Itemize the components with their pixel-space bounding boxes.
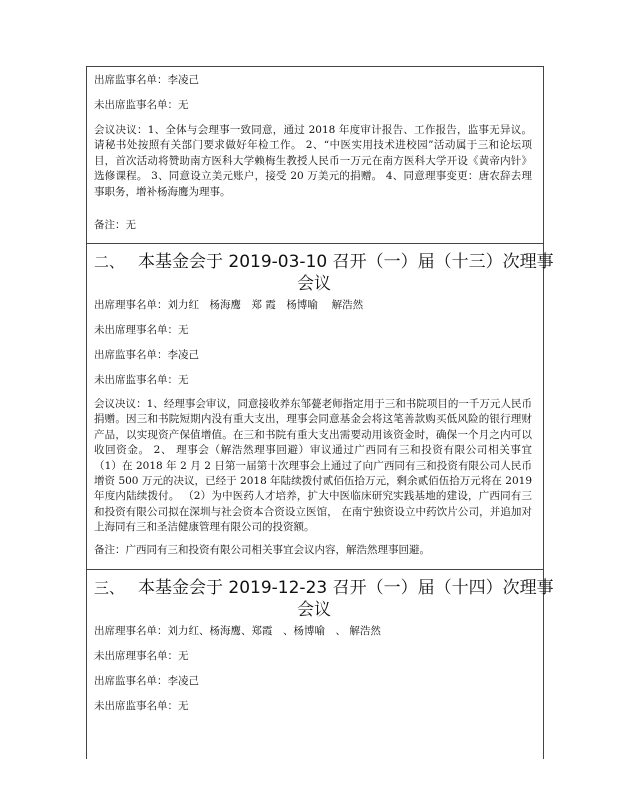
- divider-section3-top: [86, 569, 544, 570]
- section1-resolution: 会议决议：1、全体与会理事一致同意，通过 2018 年度审计报告、工作报告，监事无异议。请秘书处按照有关部门要求做好年检工作。 2、“中医实用技术进校园”活动属于三和论坛项目，首次活动将赞助南方医科大学赖梅生教授人民币一万元在南方医科大学开设《黄帝内针》选修课程。 3、同意设立美元账户，接受 20 万美元的捐赠。 4、同意理事变更：唐农辞去理事职务，增补杨海鹰为理事。: [94, 124, 532, 198]
- section3-absent-supervisors: 未出席监事名单：无: [94, 700, 189, 712]
- section3-title-line2: 会议: [297, 600, 331, 620]
- divider-section2-top: [86, 243, 544, 244]
- section1-absent-supervisors: 未出席监事名单：无: [94, 99, 189, 111]
- section3-number: 三、: [94, 579, 125, 597]
- section1-remarks: 备注：无: [94, 219, 136, 231]
- section2-title-line1: 本基金会于 2019-03-10 召开（一）届（十三）次理事: [138, 252, 554, 272]
- section3-absent-directors: 未出席理事名单：无: [94, 650, 189, 662]
- divider-section1-top: [86, 66, 544, 67]
- section3-title-line1: 本基金会于 2019-12-23 召开（一）届（十四）次理事: [138, 578, 554, 598]
- section2-resolution: 会议决议：1、经理事会审议，同意接收养东邹甍老师指定用于三和书院项目的一千万元人民币捐赠。因三和书院短期内没有重大支出，理事会同意基金会将这笔善款购买低风险的银行理财产品，以实现资产保值增值。在三和书院有重大支出需要动用该资金时，确保一个月之内可以收回资金。 2、 理事会（解浩然理事回避）审议通过广西同有三和投资有限公司相关事宜 （1）在 2018 年 2 月 2 日第一届第十次理事会上通过了向广西同有三和投资有限公司人民币增资 500 万元的决议，已经于 2018 年陆续拨付贰佰伍拾万元，剩余贰佰伍拾万元将在 2019 年度内陆续拨付。 （2）为中医药人才培养，扩大中医临床研究实践基地的建设，广西同有三和投资有限公司拟在深圳与社会资本合资设立医馆， 在南宁独资设立中药饮片公司，并追加对上海同有三和圣洁健康管理有限公司的投资额。: [94, 398, 532, 534]
- section2-number: 二、: [94, 253, 125, 271]
- section2-remarks: 备注：广西同有三和投资有限公司相关事宜会议内容，解浩然理事回避。: [94, 544, 430, 556]
- section2-present-supervisors: 出席监事名单：李凌己: [94, 349, 199, 361]
- section3-present-supervisors: 出席监事名单：李凌己: [94, 675, 199, 687]
- section2-absent-supervisors: 未出席监事名单：无: [94, 374, 189, 386]
- section2-present-directors: 出席理事名单：刘力红 杨海鹰 郑 霞 杨博喻 解浩然: [94, 299, 364, 311]
- section3-present-directors: 出席理事名单：刘力红、杨海鹰、郑霞 、杨博喻 、 解浩然: [94, 625, 381, 637]
- section2-title-line2: 会议: [297, 274, 331, 294]
- section2-absent-directors: 未出席理事名单：无: [94, 324, 189, 336]
- section1-present-supervisors: 出席监事名单：李凌己: [94, 74, 199, 86]
